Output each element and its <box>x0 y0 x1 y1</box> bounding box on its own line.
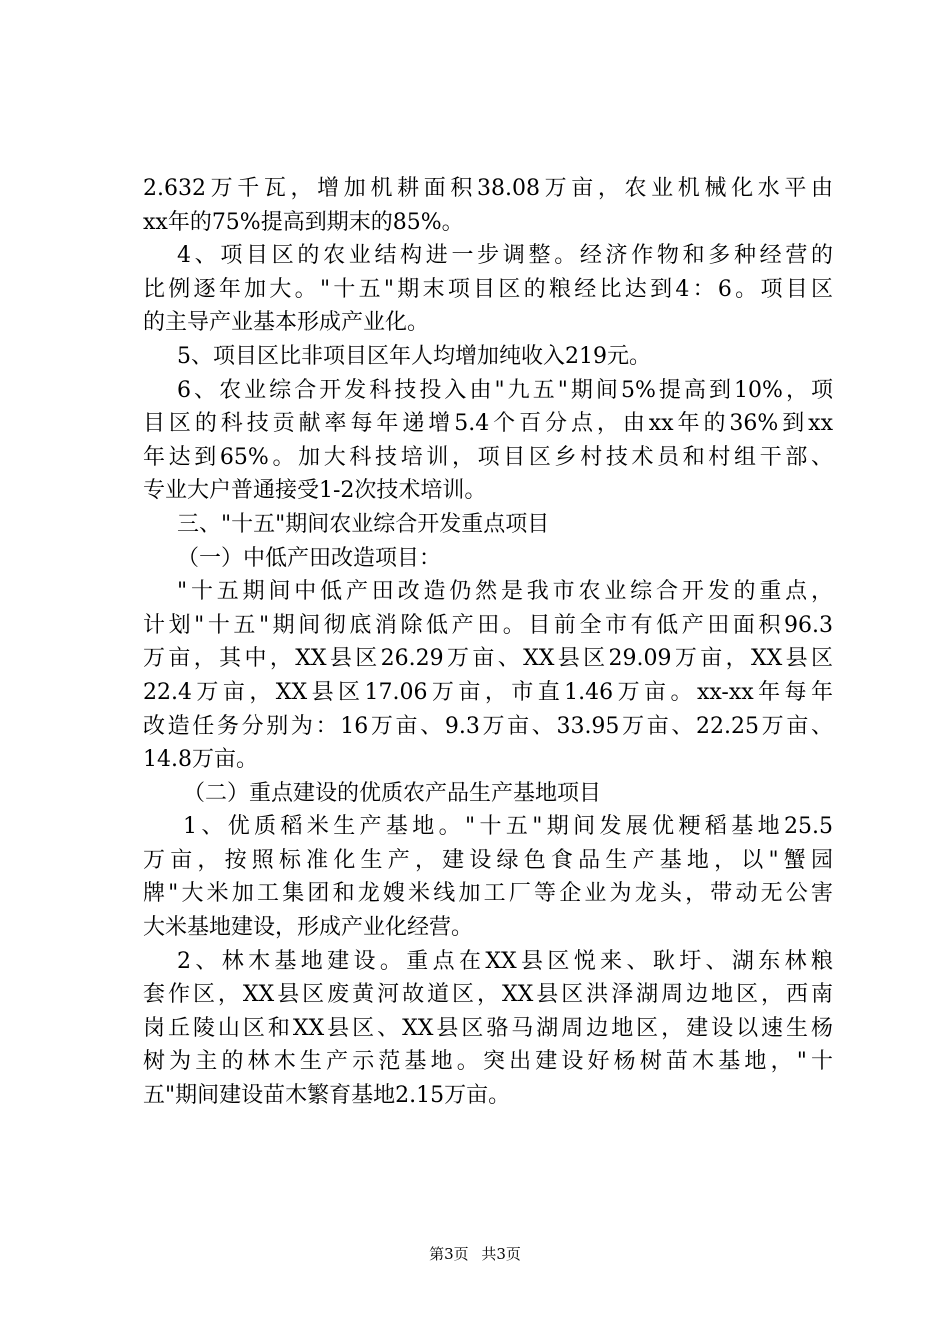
text-line: 的主导产业基本形成产业化。 <box>143 310 430 336</box>
text-line: 目区的科技贡献率每年递增5.4个百分点，由xx年的36%到xx <box>143 411 833 437</box>
text-line: 牌"大米加工集团和龙嫂米线加工厂等企业为龙头，带动无公害 <box>143 881 833 907</box>
text-line: 6、农业综合开发科技投入由"九五"期间5%提高到10%，项 <box>177 377 833 403</box>
page-number: 第3页 <box>429 1245 469 1263</box>
text-line: "十五期间中低产田改造仍然是我市农业综合开发的重点， <box>177 579 833 605</box>
text-line: 岗丘陵山区和XX县区、XX县区骆马湖周边地区，建设以速生杨 <box>143 1015 833 1041</box>
text-line: 五"期间建设苗木繁育基地2.15万亩。 <box>143 1083 511 1109</box>
text-line: 年达到65%。加大科技培训，项目区乡村技术员和村组干部、 <box>143 444 833 470</box>
page-total: 共3页 <box>481 1245 521 1263</box>
text-line: 4、项目区的农业结构进一步调整。经济作物和多种经营的 <box>177 243 833 269</box>
text-line: 改造任务分别为：16万亩、9.3万亩、33.95万亩、22.25万亩、 <box>143 713 833 739</box>
text-line: 22.4万亩，XX县区17.06万亩，市直1.46万亩。xx-xx年每年 <box>143 679 833 705</box>
text-line: 专业大户普通接受1-2次技术培训。 <box>143 478 487 504</box>
text-line: （二）重点建设的优质农产品生产基地项目 <box>183 780 602 806</box>
text-line: 树为主的林木生产示范基地。突出建设好杨树苗木基地，"十 <box>143 1049 833 1075</box>
text-line: 大米基地建设，形成产业化经营。 <box>143 915 474 941</box>
text-line: 万亩，其中，XX县区26.29万亩、XX县区29.09万亩，XX县区 <box>143 646 833 672</box>
page-footer <box>0 1244 950 1264</box>
text-line: 2、林木基地建设。重点在XX县区悦来、耿圩、湖东林粮 <box>177 948 833 974</box>
text-line: 14.8万亩。 <box>143 747 258 773</box>
text-line: 三、"十五"期间农业综合开发重点项目 <box>177 511 550 537</box>
text-line: xx年的75%提高到期末的85%。 <box>143 209 464 235</box>
text-line: 5、项目区比非项目区年人均增加纯收入219元。 <box>177 343 651 369</box>
text-line: 1、优质稻米生产基地。"十五"期间发展优粳稻基地25.5 <box>183 814 833 840</box>
text-line: 计划"十五"期间彻底消除低产田。目前全市有低产田面积96.3 <box>143 612 833 638</box>
text-line: 套作区，XX县区废黄河故道区，XX县区洪泽湖周边地区，西南 <box>143 982 833 1008</box>
text-line: （一）中低产田改造项目： <box>177 545 442 571</box>
text-line: 万亩，按照标准化生产，建设绿色食品生产基地，以"蟹园 <box>143 847 833 873</box>
document-body <box>143 172 833 1113</box>
text-line: 比例逐年加大。"十五"期末项目区的粮经比达到4：6。项目区 <box>143 276 833 302</box>
text-line: 2.632万千瓦，增加机耕面积38.08万亩，农业机械化水平由 <box>143 176 833 201</box>
